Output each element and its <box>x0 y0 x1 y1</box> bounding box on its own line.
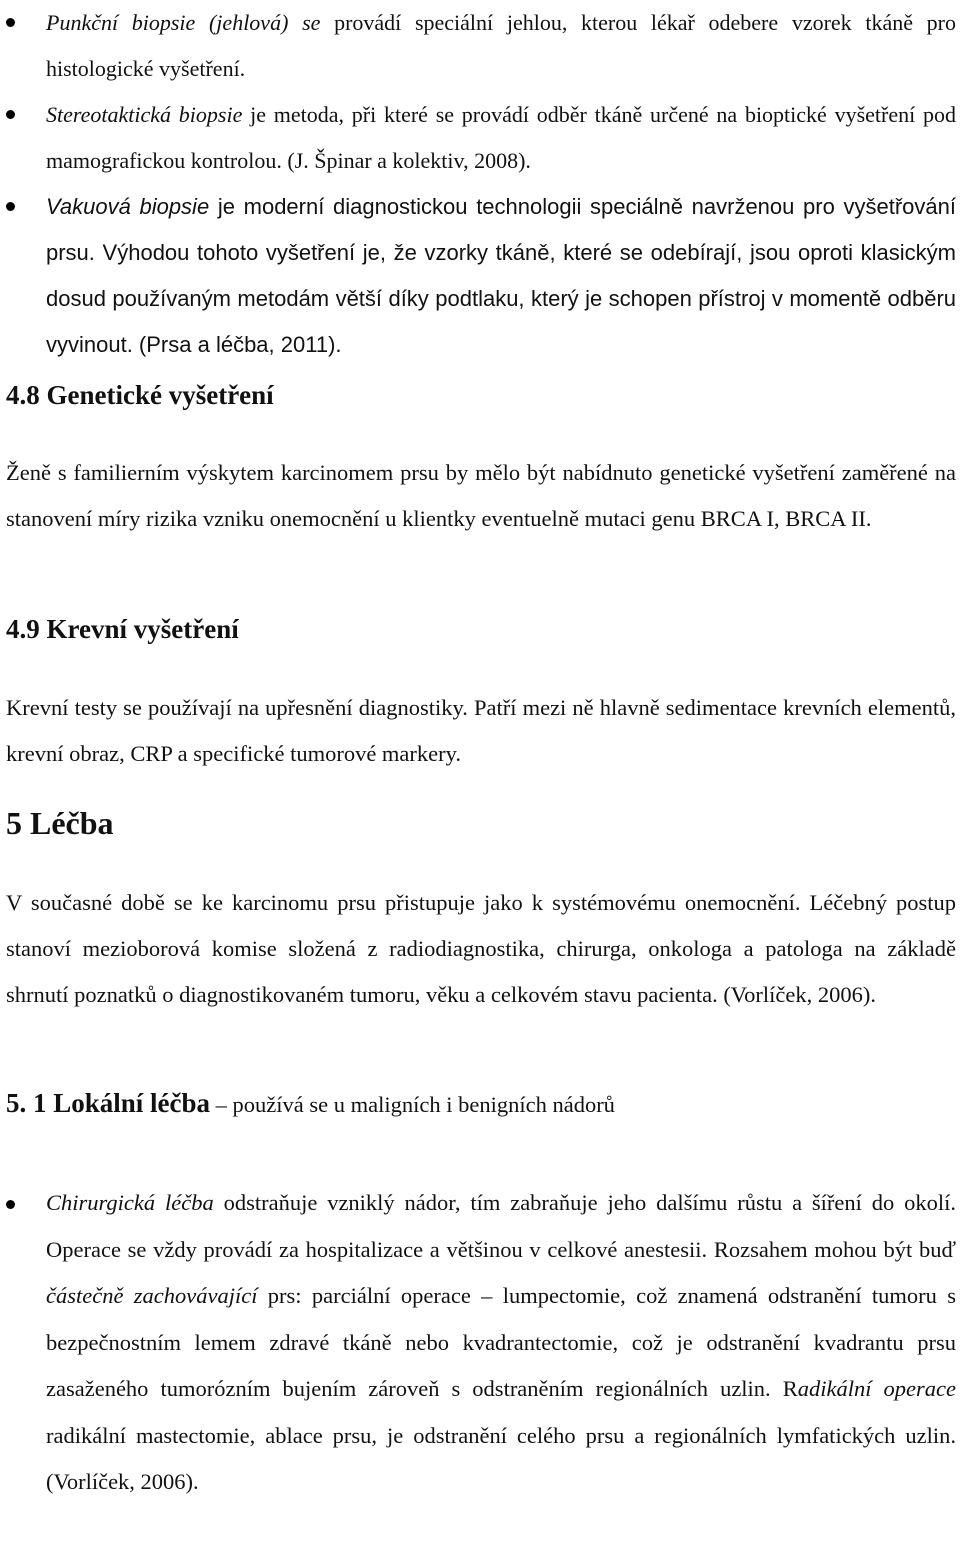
item-text: provádí speciální jehlou, kterou lékař odebere vzorek tkáně pro histologické vyšetření. <box>46 10 956 81</box>
list-item <box>0 184 960 368</box>
biopsy-list <box>0 0 960 368</box>
item-term: Punkční biopsie (jehlová) se <box>46 10 321 35</box>
section-heading: 4.8 Genetické vyšetření <box>6 380 274 410</box>
item-text: radikální mastectomie, ablace prsu, je odstranění celého prsu a regionálních lymfatických uzlin. (Vorlíček, 2006). <box>46 1422 956 1494</box>
bullet-icon <box>6 110 15 119</box>
item-term: Vakuová biopsie <box>46 194 210 219</box>
item-term: částečně zachovávající <box>46 1283 258 1308</box>
section-heading: 4.9 Krevní vyšetření <box>6 614 239 644</box>
item-text: je moderní diagnostickou technologii speciálně navrženou pro vyšetřování prsu. Výhodou tohoto vyšetření je, že vzorky tkáně, které se odebírají, jsou oproti klasickým dosud používaným metodám větší díky podtlaku, který je schopen přístroj v momentě odběru vyvinout. (Prsa a léčba, 2011). <box>46 194 956 357</box>
section-heading-rest: – používá se u maligních i benigních nádorů <box>210 1092 615 1117</box>
section-paragraph: Krevní testy se používají na upřesnění diagnostiky. Patří mezi ně hlavně sedimentace krevních elementů, krevní obraz, CRP a specifické tumorové markery. <box>6 695 956 766</box>
bullet-icon <box>6 202 15 211</box>
bullet-icon <box>6 18 15 27</box>
item-text: je metoda, při které se provádí odběr tkáně určené na bioptické vyšetření pod mamografickou kontrolou. (J. Špinar a kolektiv, 2008). <box>46 102 956 173</box>
section-heading <box>6 1088 615 1119</box>
section-heading-title: 5. 1 Lokální léčba <box>6 1088 211 1118</box>
list-item <box>0 0 960 92</box>
bullet-icon <box>6 1200 15 1209</box>
chapter-heading: 5 Léčba <box>6 805 114 841</box>
treatment-list <box>0 1180 960 1506</box>
item-term: Chirurgická léčba <box>46 1190 214 1215</box>
list-item <box>0 1180 960 1506</box>
section-paragraph: V současné době se ke karcinomu prsu přistupuje jako k systémovému onemocnění. Léčebný postup stanoví mezioborová komise složená z radiodiagnostika, chirurga, onkologa a patologa na základě shrnutí poznatků o diagnostikovaném tumoru, věku a celkovém stavu pacienta. (Vorlíček, 2006). <box>6 890 956 1007</box>
item-term: Stereotaktická biopsie <box>46 102 243 127</box>
section-paragraph: Ženě s familierním výskytem karcinomem prsu by mělo být nabídnuto genetické vyšetření zaměřené na stanovení míry rizika vzniku onemocnění u klientky eventuelně mutaci genu BRCA I, BRCA II. <box>6 460 956 531</box>
item-text: prs: parciální operace – lumpectomie, což znamená odstranění tumoru s bezpečnostním lemem zdravé tkáně nebo kvadrantectomie, což je odstranění kvadrantu prsu zasaženého tumorózním bujením zároveň s odstraněním regionálních uzlin. R <box>46 1283 956 1401</box>
item-term: adikální operace <box>797 1376 956 1401</box>
list-item <box>0 92 960 184</box>
item-text: odstraňuje vzniklý nádor, tím zabraňuje jeho dalšímu růstu a šíření do okolí. Operace se vždy provádí za hospitalizace a většinou v celkové anestesii. Rozsahem mohou být buď <box>46 1190 956 1262</box>
